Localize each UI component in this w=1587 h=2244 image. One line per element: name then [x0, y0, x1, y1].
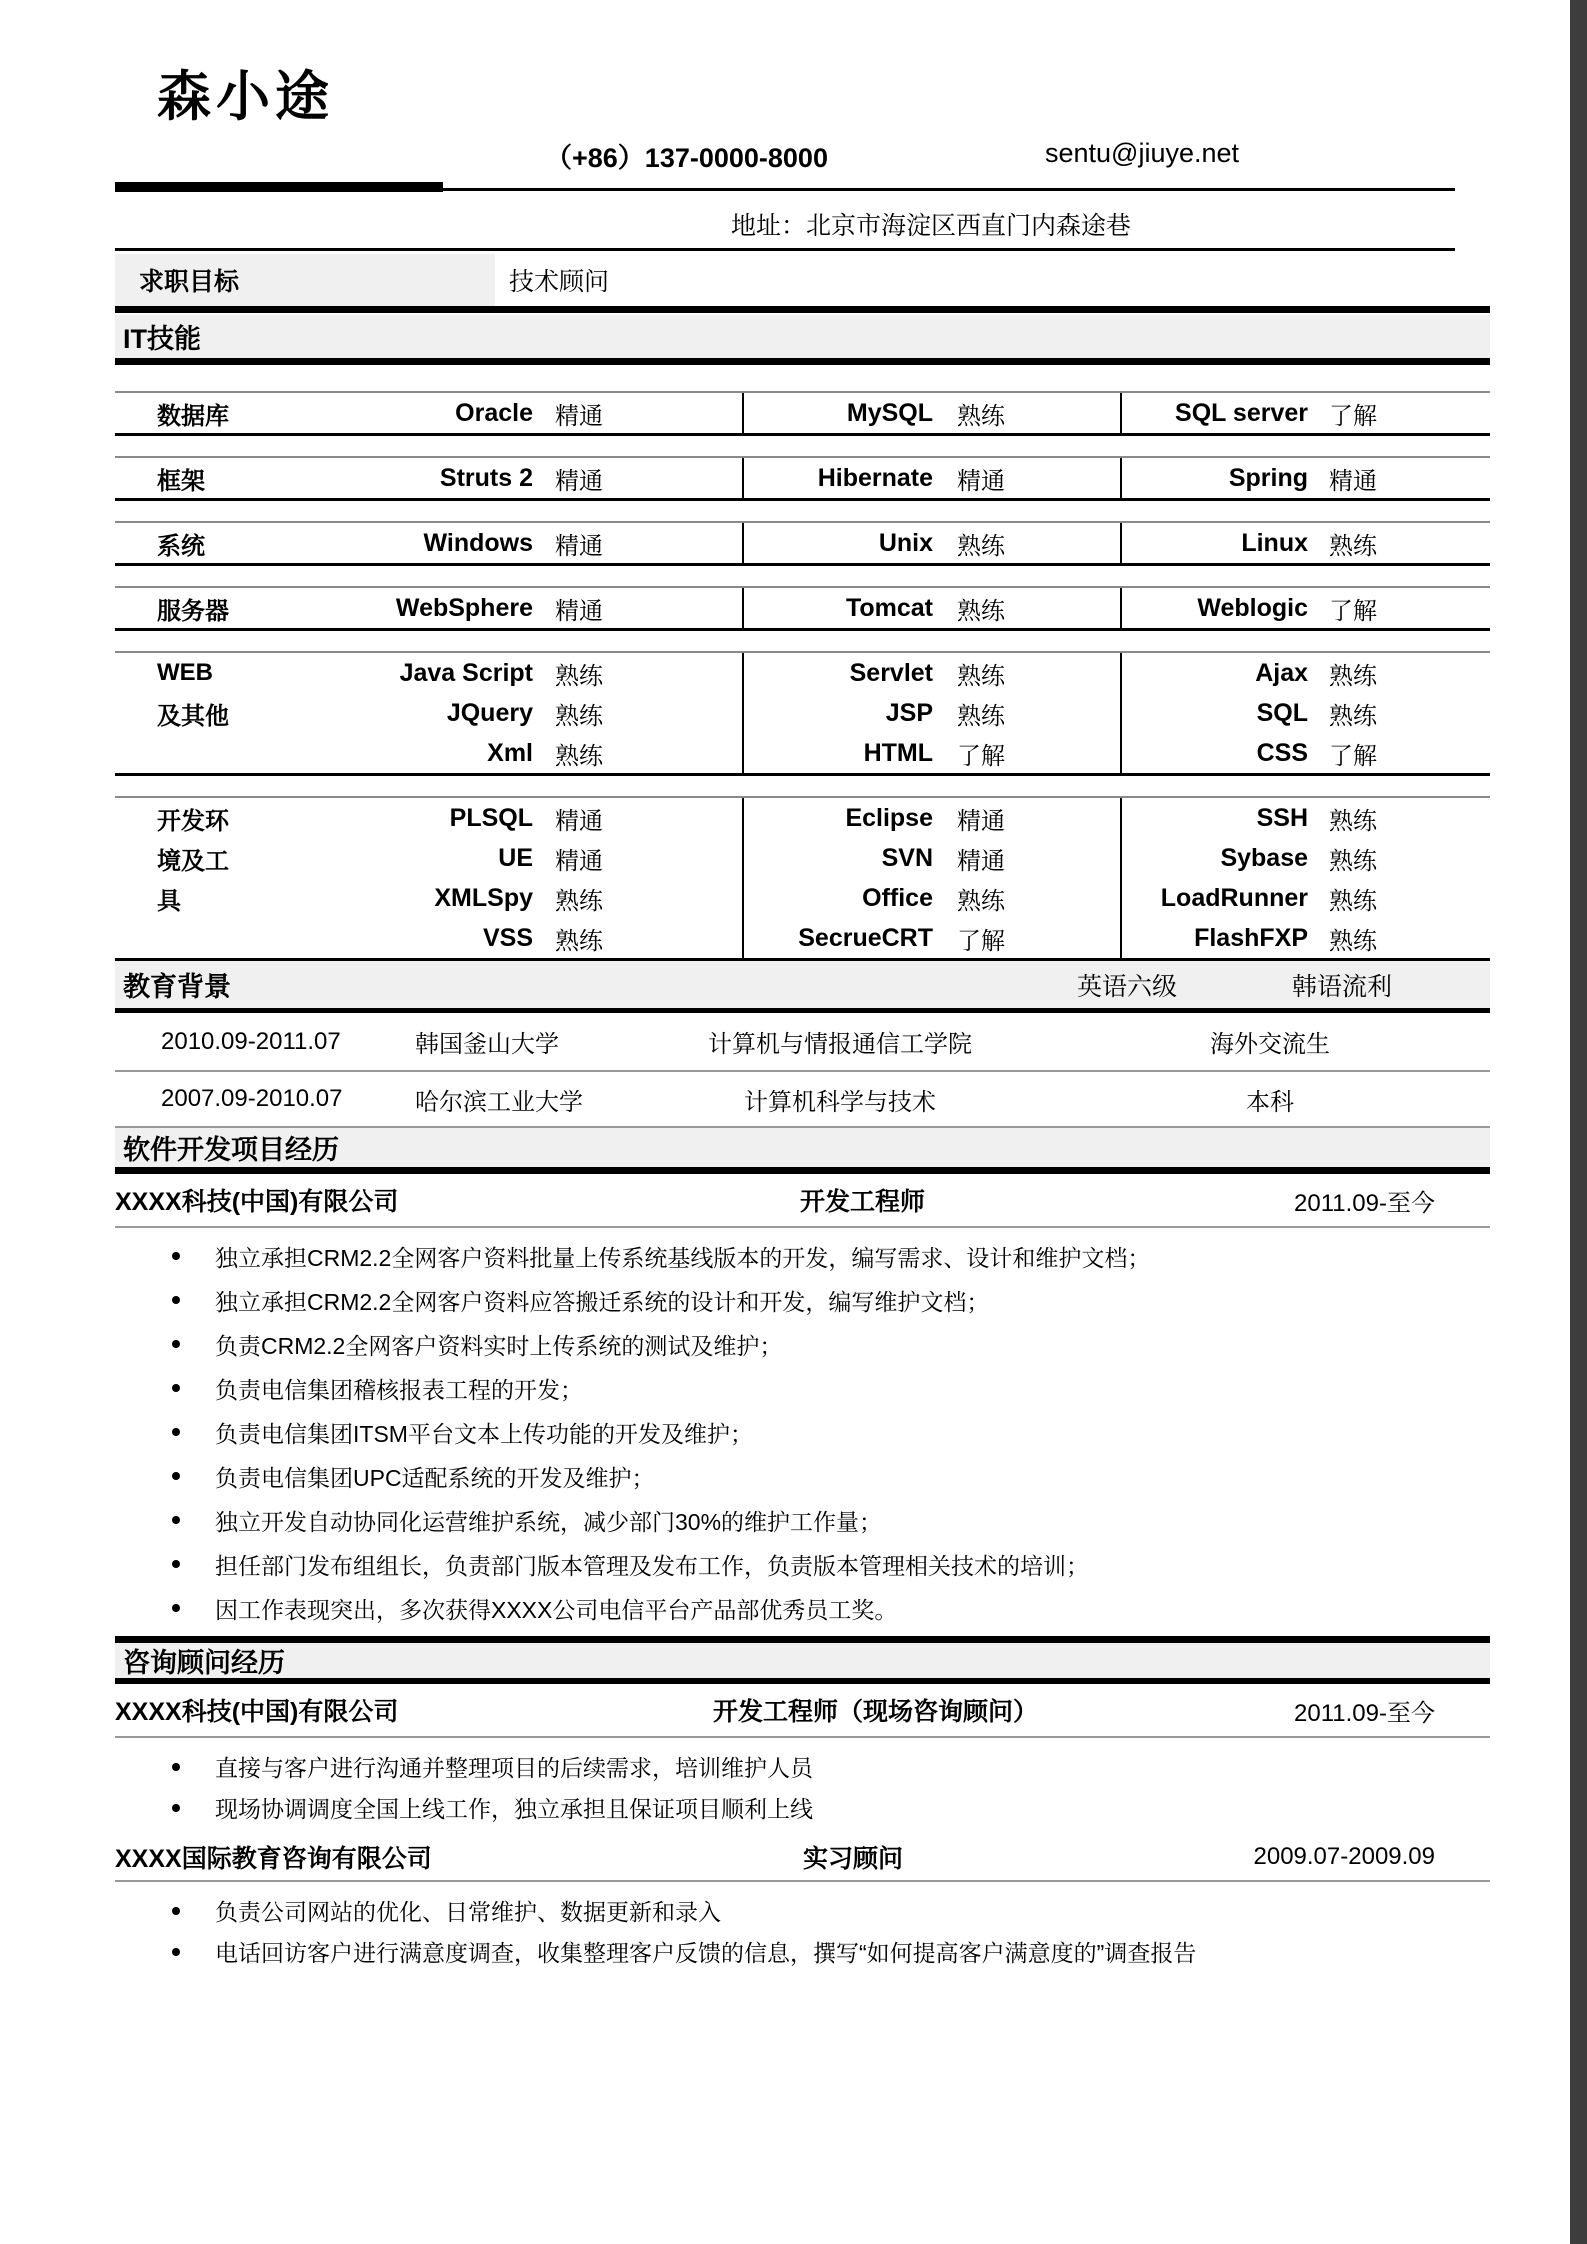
bullet-item: 现场协调调度全国上线工作，独立承担且保证项目顺利上线	[115, 1787, 1490, 1828]
skill-name: Servlet	[849, 658, 933, 687]
skill-name: XMLSpy	[434, 883, 533, 912]
company-name: XXXX国际教育咨询有限公司	[115, 1845, 432, 1873]
skill-name: SSH	[1256, 803, 1308, 832]
resume-content	[115, 0, 1490, 1978]
skill-name: Weblogic	[1197, 593, 1308, 622]
bullet-item: 直接与客户进行沟通并整理项目的后续需求，培训维护人员	[115, 1746, 1490, 1787]
section-title-education: 教育背景	[123, 972, 231, 1002]
skill-name: JSP	[885, 698, 933, 727]
skill-category: 系统	[157, 532, 205, 560]
skill-category: 及其他	[157, 702, 229, 730]
candidate-name: 森小途	[157, 67, 334, 127]
bullet-item: 负责公司网站的优化、日常维护、数据更新和录入	[115, 1890, 1490, 1931]
skill-row	[115, 586, 1490, 631]
skill-name: Hibernate	[817, 463, 933, 492]
language-badge: 韩语流利	[1291, 972, 1392, 1001]
skill-level: 精通	[957, 467, 1005, 495]
skill-name: Eclipse	[845, 803, 933, 832]
bullet-item: 负责电信集团UPC适配系统的开发及维护；	[115, 1454, 1490, 1498]
skill-row	[115, 456, 1490, 501]
skill-row	[115, 651, 1490, 776]
skill-name: HTML	[863, 738, 933, 767]
skill-name: VSS	[482, 923, 533, 952]
skill-name: Office	[862, 883, 933, 912]
skill-level: 精通	[555, 807, 603, 835]
skill-name: Oracle	[455, 398, 533, 427]
skill-level: 熟练	[555, 927, 603, 955]
skill-name: Xml	[487, 738, 533, 767]
education-row	[115, 1072, 1490, 1126]
skill-level: 熟练	[957, 532, 1005, 560]
section-bar-education	[115, 961, 1490, 1013]
skill-level: 精通	[555, 847, 603, 875]
skill-category: 境及工	[157, 847, 229, 875]
skill-name: Linux	[1241, 528, 1308, 557]
employment-period: 2011.09-至今	[1294, 1189, 1435, 1217]
education-period: 2007.09-2010.07	[161, 1085, 343, 1112]
job-title: 开发工程师	[800, 1188, 926, 1216]
skill-level: 了解	[1329, 742, 1377, 770]
education-row	[115, 1013, 1490, 1072]
section-title-it-skills: IT技能	[115, 315, 1490, 365]
skill-level: 精通	[555, 532, 603, 560]
bullet-item: 独立开发自动协同化运营维护系统，减少部门30%的维护工作量；	[115, 1498, 1490, 1542]
company-row	[115, 1684, 1490, 1738]
skill-level: 熟练	[957, 702, 1005, 730]
skills-table	[115, 391, 1490, 961]
skill-level: 了解	[957, 927, 1005, 955]
skill-level: 精通	[957, 807, 1005, 835]
email-address: sentu@jiuye.net	[1045, 138, 1240, 168]
skill-row	[115, 521, 1490, 566]
skill-name: WebSphere	[395, 593, 533, 622]
skill-name: Ajax	[1255, 658, 1308, 687]
skill-level: 精通	[555, 402, 603, 430]
skill-name: Spring	[1228, 463, 1308, 492]
consulting-bullet-list	[115, 1890, 1490, 1972]
skill-level: 熟练	[555, 662, 603, 690]
section-title-consulting: 咨询顾问经历	[115, 1636, 1490, 1684]
skill-category: WEB	[157, 659, 213, 686]
skill-name: Java Script	[399, 658, 533, 687]
skill-name: SQL server	[1175, 398, 1308, 427]
skill-category: 具	[157, 887, 181, 915]
employment-period: 2009.07-2009.09	[1253, 1843, 1435, 1870]
address-rule	[115, 248, 1455, 251]
skill-row	[115, 796, 1490, 961]
skill-level: 精通	[555, 597, 603, 625]
skill-name: MySQL	[846, 398, 933, 427]
skill-level: 精通	[957, 847, 1005, 875]
education-degree: 海外交流生	[1210, 1031, 1330, 1058]
header-rule	[443, 188, 1455, 191]
skill-level: 熟练	[957, 402, 1005, 430]
education-school: 哈尔滨工业大学	[415, 1088, 583, 1116]
skill-name: PLSQL	[449, 803, 533, 832]
skill-name: CSS	[1256, 738, 1308, 767]
skill-category: 数据库	[157, 402, 229, 430]
skill-level: 熟练	[957, 887, 1005, 915]
skill-level: 了解	[1329, 597, 1377, 625]
skill-name: UE	[498, 843, 533, 872]
language-badge: 英语六级	[1076, 972, 1177, 1001]
skill-level: 熟练	[957, 597, 1005, 625]
skill-level: 熟练	[1329, 702, 1377, 730]
skill-level: 熟练	[555, 742, 603, 770]
education-major: 计算机与情报通信工学院	[708, 1031, 972, 1058]
bullet-item: 独立承担CRM2.2全网客户资料应答搬迁系统的设计和开发，编写维护文档；	[115, 1278, 1490, 1322]
consulting-bullet-list	[115, 1746, 1490, 1828]
skill-category: 开发环	[157, 807, 229, 835]
skill-name: JQuery	[446, 698, 533, 727]
bullet-item: 独立承担CRM2.2全网客户资料批量上传系统基线版本的开发，编写需求、设计和维护文档；	[115, 1234, 1490, 1278]
skill-level: 熟练	[555, 887, 603, 915]
header	[115, 0, 1490, 254]
skill-name: FlashFXP	[1194, 923, 1308, 952]
skill-level: 了解	[957, 742, 1005, 770]
skill-name: Unix	[878, 528, 933, 557]
company-row	[115, 1834, 1490, 1882]
company-row	[115, 1174, 1490, 1228]
skill-name: LoadRunner	[1160, 883, 1308, 912]
objective-label: 求职目标	[115, 254, 495, 306]
skill-level: 了解	[1329, 402, 1377, 430]
education-school: 韩国釜山大学	[415, 1031, 559, 1058]
job-title: 实习顾问	[803, 1845, 904, 1873]
skill-name: SQL	[1256, 698, 1308, 727]
education-degree: 本科	[1246, 1088, 1294, 1116]
education-major: 计算机科学与技术	[744, 1088, 936, 1116]
phone-number: （+86）137-0000-8000	[545, 143, 828, 173]
bullet-item: 负责电信集团ITSM平台文本上传功能的开发及维护；	[115, 1410, 1490, 1454]
page-edge-strip	[1570, 0, 1587, 2244]
skill-level: 精通	[1329, 467, 1377, 495]
skill-level: 熟练	[1329, 887, 1377, 915]
bullet-item: 电话回访客户进行满意度调查，收集整理客户反馈的信息，撰写“如何提高客户满意度的”调查报告	[115, 1931, 1490, 1972]
skill-level: 熟练	[1329, 847, 1377, 875]
skill-level: 熟练	[1329, 807, 1377, 835]
skill-level: 熟练	[555, 702, 603, 730]
skill-name: Windows	[423, 528, 533, 557]
skill-category: 框架	[157, 467, 205, 495]
bullet-item: 负责CRM2.2全网客户资料实时上传系统的测试及维护；	[115, 1322, 1490, 1366]
objective-value: 技术顾问	[509, 268, 610, 296]
skill-name: Tomcat	[845, 593, 933, 622]
skill-name: SVN	[881, 843, 933, 872]
section-title-projects: 软件开发项目经历	[115, 1126, 1490, 1174]
skill-level: 熟练	[1329, 662, 1377, 690]
job-title: 开发工程师（现场咨询顾问）	[713, 1698, 1039, 1726]
bullet-item: 负责电信集团稽核报表工程的开发；	[115, 1366, 1490, 1410]
bullet-item: 因工作表现突出，多次获得XXXX公司电信平台产品部优秀员工奖。	[115, 1586, 1490, 1630]
address-line: 地址：北京市海淀区西直门内森途巷	[731, 212, 1132, 240]
company-name: XXXX科技(中国)有限公司	[115, 1698, 399, 1726]
skill-row	[115, 391, 1490, 436]
skill-name: Sybase	[1220, 843, 1308, 872]
skill-level: 熟练	[1329, 532, 1377, 560]
skill-name: SecrueCRT	[798, 923, 933, 952]
skill-name: Struts 2	[439, 463, 533, 492]
skill-level: 熟练	[1329, 927, 1377, 955]
name-underline	[115, 182, 443, 192]
education-period: 2010.09-2011.07	[161, 1027, 341, 1055]
employment-period: 2011.09-至今	[1294, 1699, 1435, 1727]
skill-level: 熟练	[957, 662, 1005, 690]
project-bullet-list	[115, 1234, 1490, 1630]
skill-category: 服务器	[157, 597, 229, 625]
bullet-item: 担任部门发布组组长，负责部门版本管理及发布工作，负责版本管理相关技术的培训；	[115, 1542, 1490, 1586]
skill-level: 精通	[555, 467, 603, 495]
company-name: XXXX科技(中国)有限公司	[115, 1188, 399, 1216]
objective-row	[115, 254, 1490, 313]
